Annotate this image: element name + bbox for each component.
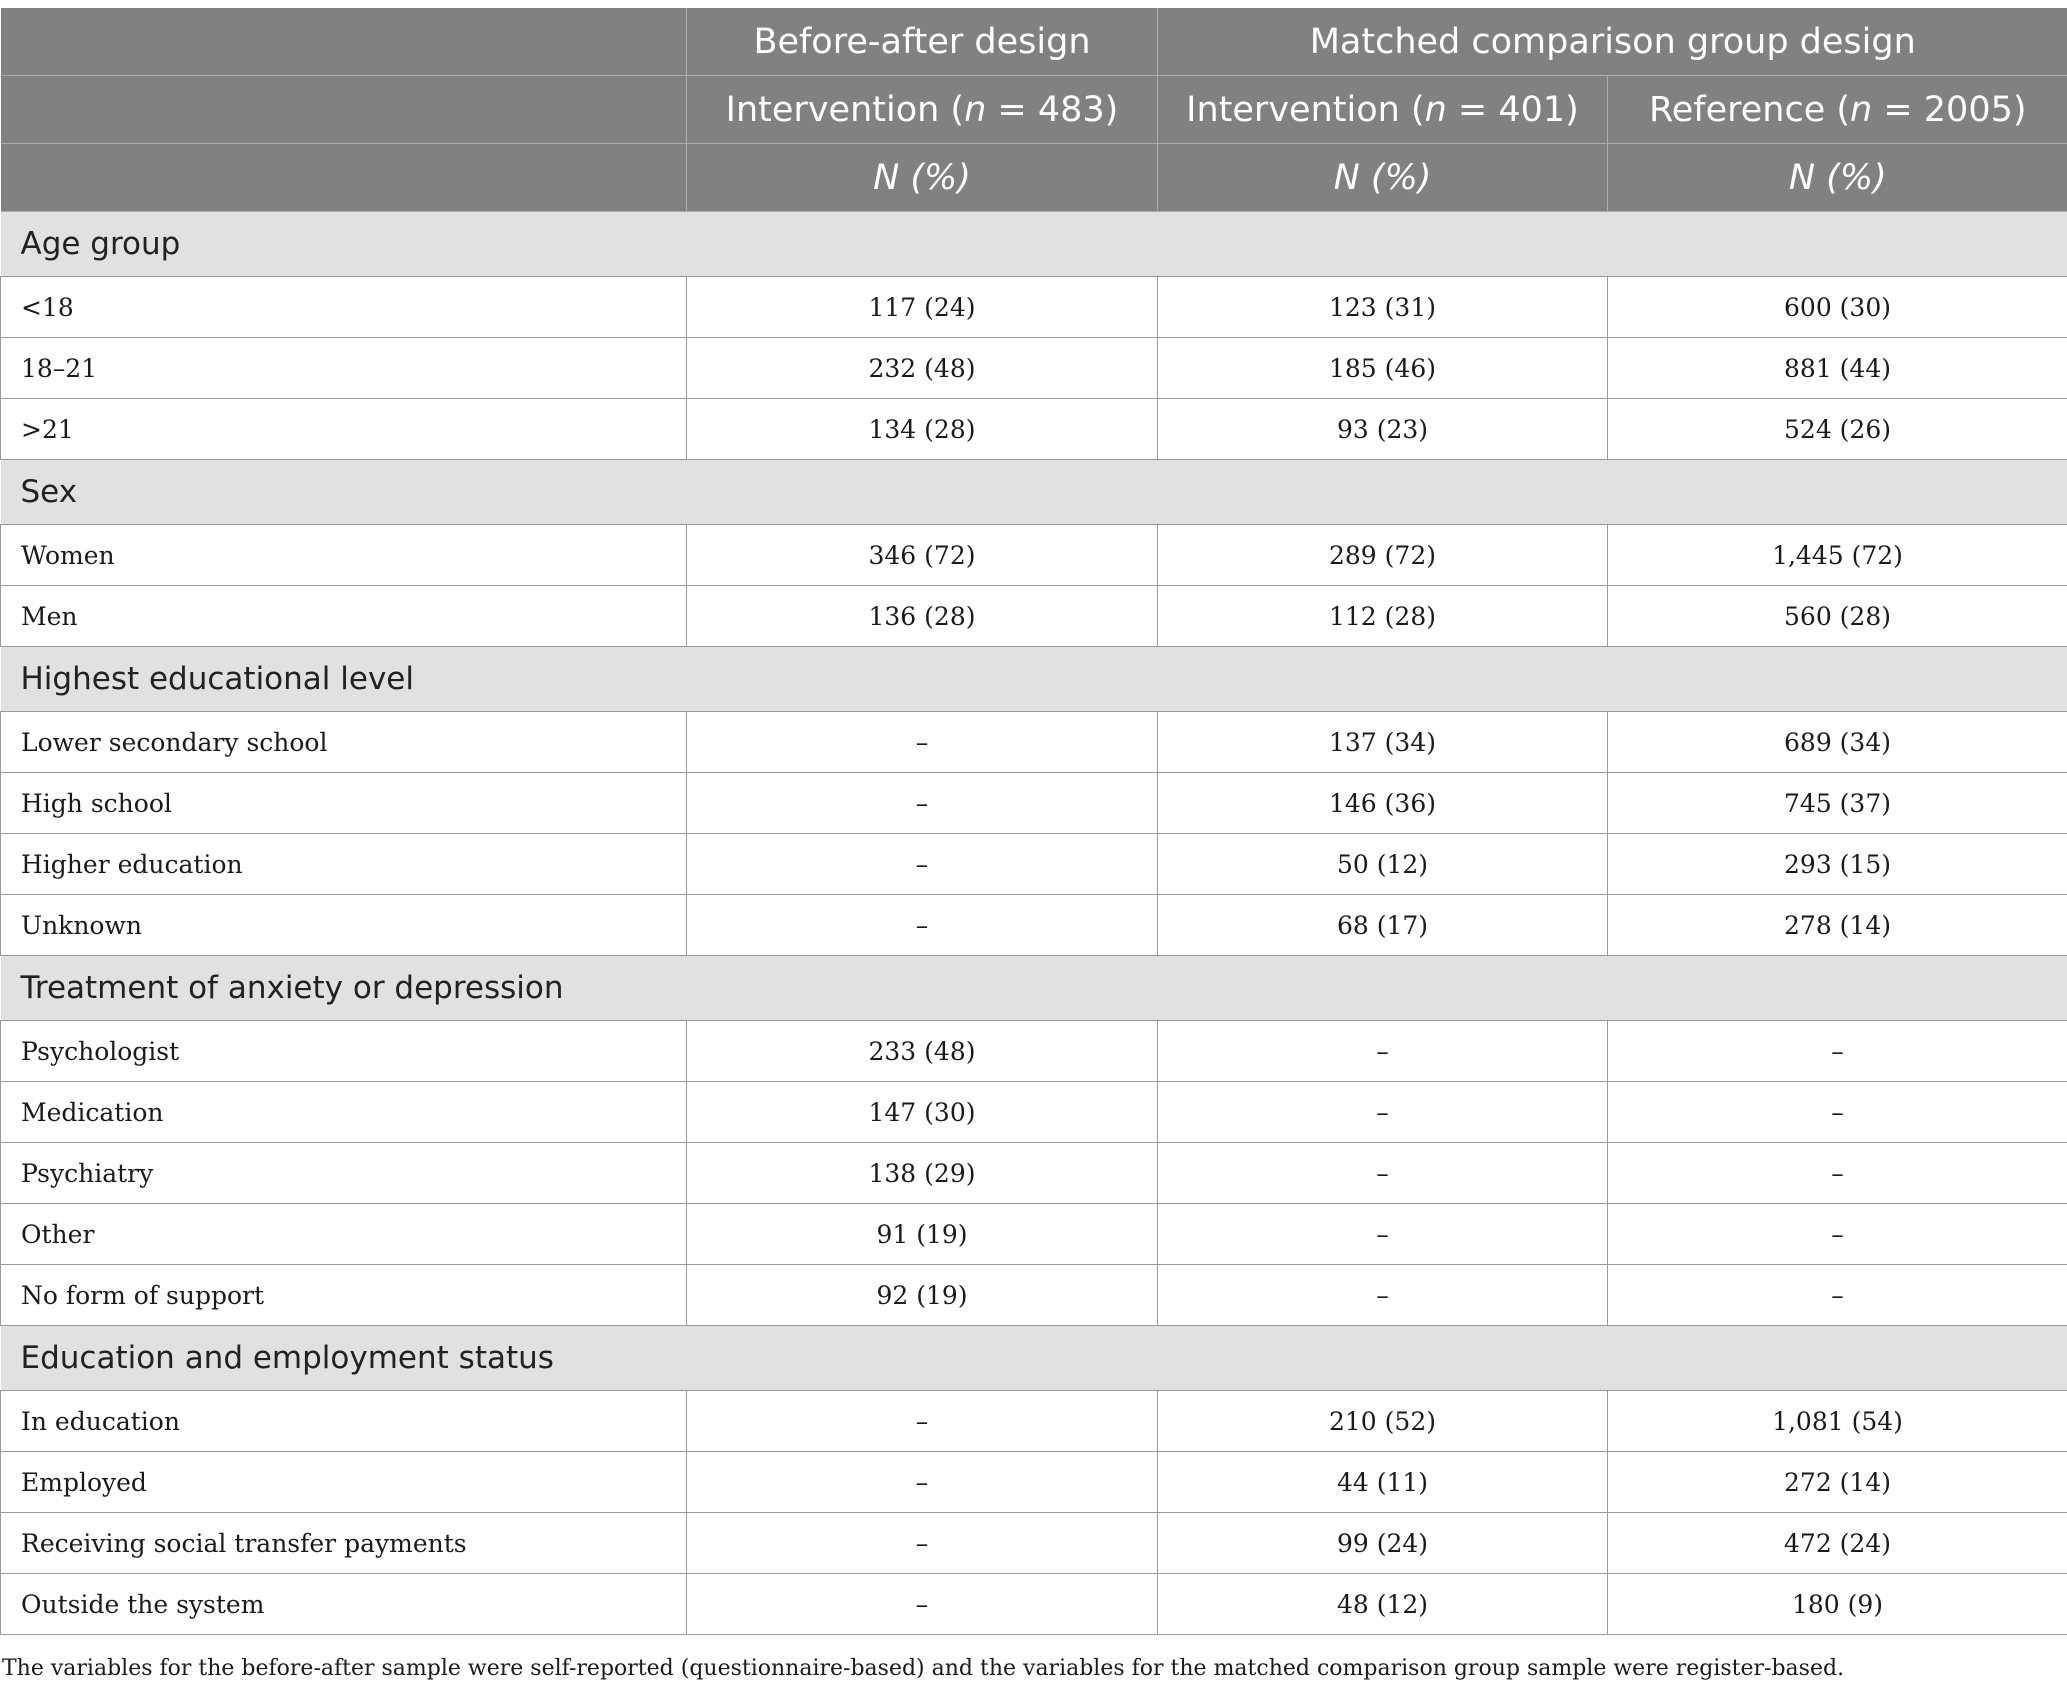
cell-value: 48 (12)	[1158, 1574, 1608, 1635]
table-container	[0, 8, 2067, 1635]
cell-value: 146 (36)	[1158, 773, 1608, 834]
table-row	[1, 586, 2067, 647]
row-label: Men	[1, 586, 687, 647]
cell-value: 134 (28)	[687, 399, 1158, 460]
row-label: Other	[1, 1204, 687, 1265]
table-row	[1, 525, 2067, 586]
cell-value: 600 (30)	[1608, 277, 2067, 338]
section-title: Education and employment status	[1, 1326, 2067, 1391]
header-col-n: n	[1424, 89, 1447, 130]
cell-value: –	[687, 1574, 1158, 1635]
cell-value: 138 (29)	[687, 1143, 1158, 1204]
header-row-stat	[1, 144, 2067, 212]
row-label: Outside the system	[1, 1574, 687, 1635]
cell-value: 91 (19)	[687, 1204, 1158, 1265]
header-col-n: n	[1850, 89, 1873, 130]
header-col-suffix: = 483)	[986, 89, 1119, 130]
stat-label-text: N (%)	[873, 157, 971, 198]
row-label: Unknown	[1, 895, 687, 956]
cell-value: –	[1158, 1021, 1608, 1082]
cell-value: –	[1158, 1204, 1608, 1265]
cell-value: 289 (72)	[1158, 525, 1608, 586]
cell-value: –	[1158, 1143, 1608, 1204]
cell-value: 92 (19)	[687, 1265, 1158, 1326]
table-row	[1, 1143, 2067, 1204]
cell-value: –	[687, 1513, 1158, 1574]
header-group-matched: Matched comparison group design	[1158, 8, 2067, 76]
header-group-before-after: Before-after design	[687, 8, 1158, 76]
cell-value: 123 (31)	[1158, 277, 1608, 338]
table-row	[1, 773, 2067, 834]
row-label: Employed	[1, 1452, 687, 1513]
section-header-row	[1, 956, 2067, 1021]
cell-value: 99 (24)	[1158, 1513, 1608, 1574]
table-row	[1, 1204, 2067, 1265]
cell-value: 50 (12)	[1158, 834, 1608, 895]
stat-label-text: N (%)	[1333, 157, 1432, 198]
table-row	[1, 712, 2067, 773]
cell-value: 346 (72)	[687, 525, 1158, 586]
cell-value: 93 (23)	[1158, 399, 1608, 460]
cell-value: –	[687, 1452, 1158, 1513]
header-col-prefix: Intervention (	[1186, 89, 1425, 130]
cell-value: 1,445 (72)	[1608, 525, 2067, 586]
cell-value: 210 (52)	[1158, 1391, 1608, 1452]
header-stat-label	[1158, 144, 1608, 212]
table-row	[1, 338, 2067, 399]
table-row	[1, 895, 2067, 956]
table-row	[1, 1574, 2067, 1635]
header-col-reference	[1608, 76, 2067, 144]
table-row	[1, 1513, 2067, 1574]
table-body	[1, 212, 2067, 1635]
table-row	[1, 1265, 2067, 1326]
cell-value: 180 (9)	[1608, 1574, 2067, 1635]
table-row	[1, 1452, 2067, 1513]
row-label: >21	[1, 399, 687, 460]
cell-value: –	[1158, 1265, 1608, 1326]
cell-value: –	[687, 895, 1158, 956]
table-row	[1, 399, 2067, 460]
cell-value: –	[1608, 1021, 2067, 1082]
header-col-suffix: = 2005)	[1872, 89, 2027, 130]
cell-value: 136 (28)	[687, 586, 1158, 647]
section-header-row	[1, 647, 2067, 712]
section-header-row	[1, 212, 2067, 277]
cell-value: –	[687, 712, 1158, 773]
stat-label-text: N (%)	[1788, 157, 1887, 198]
header-col-intervention-before-after	[687, 76, 1158, 144]
row-label: High school	[1, 773, 687, 834]
table-header	[1, 8, 2067, 212]
cell-value: 112 (28)	[1158, 586, 1608, 647]
section-title: Treatment of anxiety or depression	[1, 956, 2067, 1021]
cell-value: –	[1608, 1265, 2067, 1326]
cell-value: 272 (14)	[1608, 1452, 2067, 1513]
header-col-intervention-matched	[1158, 76, 1608, 144]
header-empty-cell	[1, 8, 687, 76]
section-title: Sex	[1, 460, 2067, 525]
row-label: Higher education	[1, 834, 687, 895]
cell-value: 44 (11)	[1158, 1452, 1608, 1513]
row-label: <18	[1, 277, 687, 338]
header-row-columns	[1, 76, 2067, 144]
cell-value: 689 (34)	[1608, 712, 2067, 773]
row-label: 18–21	[1, 338, 687, 399]
row-label: In education	[1, 1391, 687, 1452]
row-label: Medication	[1, 1082, 687, 1143]
cell-value: 185 (46)	[1158, 338, 1608, 399]
cell-value: –	[687, 1391, 1158, 1452]
row-label: Psychiatry	[1, 1143, 687, 1204]
row-label: No form of support	[1, 1265, 687, 1326]
table-row	[1, 277, 2067, 338]
cell-value: 745 (37)	[1608, 773, 2067, 834]
cell-value: 137 (34)	[1158, 712, 1608, 773]
cell-value: 881 (44)	[1608, 338, 2067, 399]
cell-value: 68 (17)	[1158, 895, 1608, 956]
header-col-n: n	[964, 89, 987, 130]
header-col-prefix: Intervention (	[725, 89, 965, 130]
table-row	[1, 1021, 2067, 1082]
header-col-suffix: = 401)	[1446, 89, 1579, 130]
row-label: Psychologist	[1, 1021, 687, 1082]
cell-value: 117 (24)	[687, 277, 1158, 338]
cell-value: 472 (24)	[1608, 1513, 2067, 1574]
header-stat-label	[687, 144, 1158, 212]
cell-value: –	[687, 834, 1158, 895]
section-title: Age group	[1, 212, 2067, 277]
cell-value: –	[1608, 1143, 2067, 1204]
table-row	[1, 834, 2067, 895]
row-label: Receiving social transfer payments	[1, 1513, 687, 1574]
cell-value: 524 (26)	[1608, 399, 2067, 460]
cell-value: 560 (28)	[1608, 586, 2067, 647]
cell-value: 293 (15)	[1608, 834, 2067, 895]
row-label: Lower secondary school	[1, 712, 687, 773]
header-row-groups	[1, 8, 2067, 76]
table-row	[1, 1391, 2067, 1452]
cell-value: –	[1608, 1204, 2067, 1265]
table-row	[1, 1082, 2067, 1143]
cell-value: 233 (48)	[687, 1021, 1158, 1082]
header-stat-label	[1608, 144, 2067, 212]
cell-value: 232 (48)	[687, 338, 1158, 399]
section-header-row	[1, 1326, 2067, 1391]
cell-value: 147 (30)	[687, 1082, 1158, 1143]
cell-value: 278 (14)	[1608, 895, 2067, 956]
cell-value: –	[687, 773, 1158, 834]
cell-value: –	[1608, 1082, 2067, 1143]
characteristics-table	[0, 8, 2067, 1635]
section-header-row	[1, 460, 2067, 525]
cell-value: –	[1158, 1082, 1608, 1143]
row-label: Women	[1, 525, 687, 586]
section-title: Highest educational level	[1, 647, 2067, 712]
header-empty-cell	[1, 144, 687, 212]
cell-value: 1,081 (54)	[1608, 1391, 2067, 1452]
header-col-prefix: Reference (	[1648, 89, 1851, 130]
header-empty-cell	[1, 76, 687, 144]
table-footnote: The variables for the before-after sample were self-reported (questionnaire-based) and the variables for the matched comparison group sample were register-based.	[2, 1656, 1845, 1681]
